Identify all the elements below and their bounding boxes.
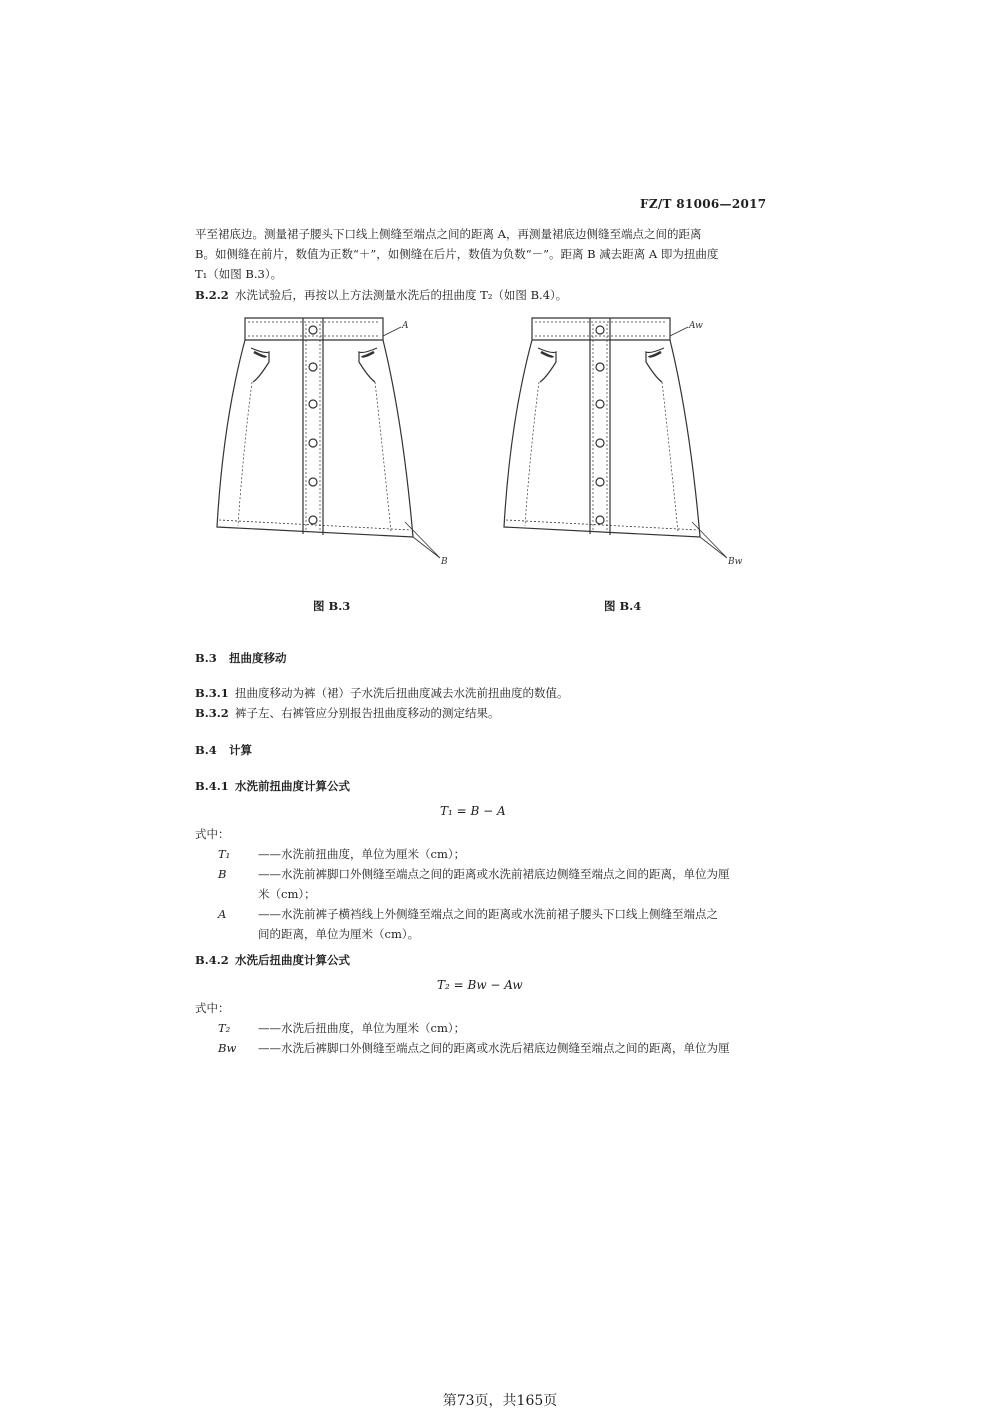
figure-b4-label-bw: Bw	[728, 557, 743, 567]
clause-title: 水洗前扭曲度计算公式	[235, 779, 350, 793]
definition-text: ——水洗前扭曲度，单位为厘米（cm）；	[258, 847, 466, 861]
where-label: 式中：	[195, 827, 230, 841]
clause-number: B.2.2	[195, 288, 229, 302]
definition-text: ——水洗前裤脚口外侧缝至端点之间的距离或水洗前裙底边侧缝至端点之间的距离，单位为厘 米（cm）；	[258, 867, 730, 901]
figure-b3-label-a: A	[402, 321, 409, 331]
section-title: 扭曲度移动	[229, 651, 287, 665]
definition-t2	[218, 1018, 778, 1038]
definition-text: ——水洗前裤子横裆线上外侧缝至端点之间的距离或水洗前裙子腰头下口线上侧缝至端点之 间的距离，单位为厘米（cm）。	[258, 907, 718, 941]
clause-title: 水洗后扭曲度计算公式	[235, 953, 350, 967]
figure-b3-caption: 图 B.3	[313, 599, 351, 613]
clause-b42-heading	[195, 950, 775, 970]
formula-t2: T₂ = Bw − Aw	[437, 978, 523, 992]
clause-b31	[195, 683, 775, 703]
definition-symbol: Bw	[218, 1041, 237, 1055]
definition-b	[218, 864, 778, 904]
definition-bw	[218, 1038, 778, 1058]
intro-paragraph: 平至裙底边。测量裙子腰头下口线上侧缝至端点之间的距离 A，再测量裙底边侧缝至端点之间的距离 B。如侧缝在前片，数值为正数“＋”，如侧缝在后片，数值为负数“－”。距离 B 减去距离 A 即为扭曲度 T₁（如图 B.3）。	[195, 227, 719, 281]
clause-b22	[195, 285, 775, 305]
clause-number: B.3.1	[195, 686, 229, 700]
figure-b4-label-aw: Aw	[689, 321, 703, 331]
clause-number: B.4.1	[195, 779, 229, 793]
clause-text: 裤子左、右裤管应分别报告扭曲度移动的测定结果。	[235, 706, 500, 720]
definition-text: ——水洗后扭曲度，单位为厘米（cm）；	[258, 1021, 466, 1035]
clause-number: B.4.2	[195, 953, 229, 967]
where-label: 式中：	[195, 1001, 230, 1015]
figure-b4-caption: 图 B.4	[604, 599, 642, 613]
formula-t1: T₁ = B − A	[440, 804, 506, 818]
definition-text: ——水洗后裤脚口外侧缝至端点之间的距离或水洗后裙底边侧缝至端点之间的距离，单位为厘	[258, 1041, 730, 1055]
definition-symbol: A	[218, 907, 227, 921]
clause-text: 扭曲度移动为裤（裙）子水洗后扭曲度减去水洗前扭曲度的数值。	[235, 686, 569, 700]
definition-a	[218, 904, 778, 944]
definition-symbol: T₁	[218, 847, 231, 861]
standard-code: FZ/T 81006—2017	[640, 197, 767, 211]
section-b4-heading	[195, 740, 775, 760]
clause-text: 水洗试验后，再按以上方法测量水洗后的扭曲度 T₂（如图 B.4）。	[235, 288, 568, 302]
definition-symbol: T₂	[218, 1021, 231, 1035]
definition-symbol: B	[218, 867, 227, 881]
section-title: 计算	[229, 743, 252, 757]
definition-t1	[218, 844, 778, 864]
section-number: B.3	[195, 651, 217, 665]
clause-number: B.3.2	[195, 706, 229, 720]
clause-b32	[195, 703, 775, 723]
section-number: B.4	[195, 743, 217, 757]
clause-b41-heading	[195, 776, 775, 796]
figure-b3-label-b: B	[441, 557, 448, 567]
figure-b3-skirt-diagram	[205, 312, 455, 572]
figure-b4-skirt-diagram	[492, 312, 742, 572]
page-number: 第73页，共165页	[442, 1393, 558, 1409]
section-b3-heading	[195, 648, 775, 668]
